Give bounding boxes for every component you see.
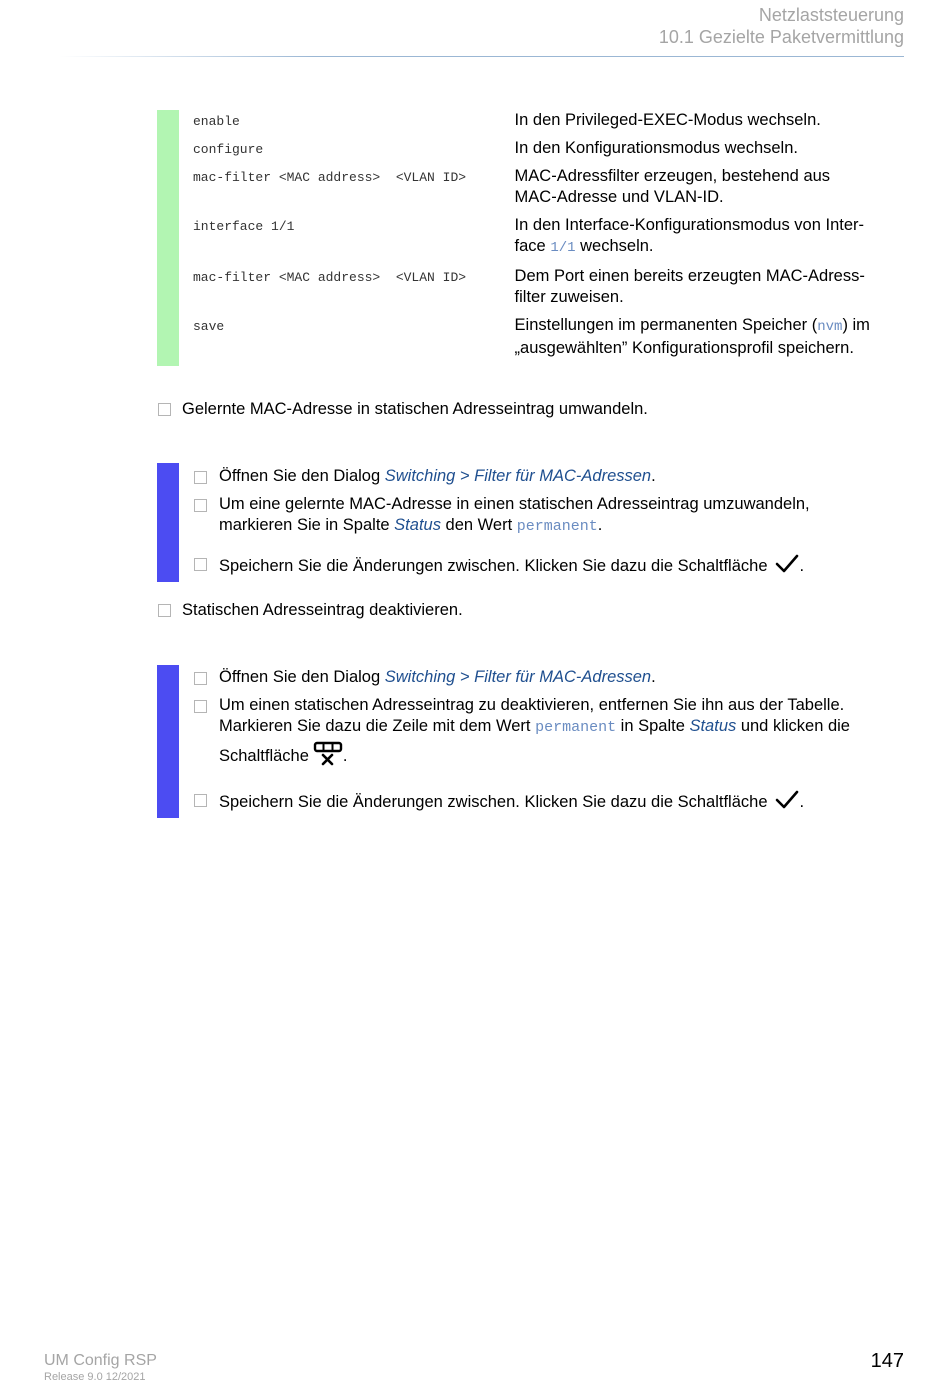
cli-description: In den Privileged-EXEC-Modus wechseln. [514, 111, 821, 129]
nvm-code: nvm [817, 319, 843, 335]
step-text-part: Schaltfläche [219, 747, 309, 765]
cli-description-line: Dem Port einen bereits erzeugten MAC-Adress- [514, 267, 865, 285]
cli-command: enable [193, 114, 240, 129]
cli-description-line: „ausgewählten” Konfigurationsprofil speichern. [514, 339, 854, 357]
interface-code: 1/1 [550, 240, 576, 256]
step-text [219, 667, 894, 688]
section-title: 10.1 Gezielte Paketvermittlung [658, 27, 904, 47]
step-text-part: Speichern Sie die Änderungen zwischen. Klicken Sie dazu die Schaltfläche [219, 557, 768, 575]
status-column-label: Status [394, 516, 441, 534]
checkmark-icon [774, 553, 800, 575]
step-text-part: Öffnen Sie den Dialog [219, 467, 385, 485]
checkbox-icon [194, 558, 207, 571]
checkbox-icon [194, 794, 207, 807]
delete-row-icon [313, 741, 343, 767]
step-text-part: Markieren Sie dazu die Zeile mit dem Wert [219, 717, 536, 735]
step-marker-bar [157, 665, 179, 818]
step-text-part: . [342, 747, 348, 765]
step-text-part: den Wert [440, 516, 517, 534]
checkbox-icon [194, 471, 207, 484]
step-text [219, 466, 894, 487]
cli-description-text: Einstellungen im permanenten Speicher ( [514, 316, 818, 334]
cli-description-text: wechseln. [575, 237, 654, 255]
page-number: 147 [870, 1350, 904, 1372]
dialog-path: Switching > Filter für MAC-Adressen [384, 668, 652, 686]
step-text-part: Um einen statischen Adresseintrag zu deaktivieren, entfernen Sie ihn aus der Tabelle. [219, 696, 845, 714]
task-title: Statischen Adresseintrag deaktivieren. [182, 601, 463, 619]
cli-description: In den Konfigurationsmodus wechseln. [514, 139, 798, 157]
task-heading [158, 398, 648, 420]
cli-row [157, 166, 904, 215]
step-text-part: Um eine gelernte MAC-Adresse in einen statischen Adresseintrag umzuwandeln, [219, 495, 810, 513]
checkbox-icon [158, 604, 171, 617]
step-text-part: . [799, 793, 805, 811]
page-header [659, 4, 904, 48]
step-marker-bar [157, 463, 179, 582]
step-text [219, 553, 894, 577]
step-item [194, 553, 894, 577]
cli-row [157, 215, 904, 266]
checkbox-icon [158, 403, 171, 416]
cli-command: configure [193, 142, 264, 157]
task-heading [158, 599, 463, 621]
step-item [194, 667, 894, 688]
cli-row [157, 266, 904, 315]
step-block [157, 665, 904, 818]
step-text-part: Öffnen Sie den Dialog [219, 668, 385, 686]
document-title: UM Config RSP [44, 1352, 157, 1369]
cli-command: interface 1/1 [193, 219, 295, 234]
cli-description-text: face [514, 237, 551, 255]
page-footer [44, 1352, 157, 1384]
step-item [194, 789, 894, 813]
step-item [194, 494, 894, 537]
step-text [219, 789, 894, 813]
cli-description-line: MAC-Adresse und VLAN-ID. [514, 188, 724, 206]
step-text-part: und klicken die [736, 717, 850, 735]
cli-command-table [157, 110, 904, 366]
cli-description-line: filter zuweisen. [514, 288, 624, 306]
dialog-path: Switching > Filter für MAC-Adressen [384, 467, 652, 485]
chapter-title: Netzlaststeuerung [758, 5, 904, 25]
step-text-part: markieren Sie in Spalte [219, 516, 395, 534]
step-text-part: Speichern Sie die Änderungen zwischen. Klicken Sie dazu die Schaltfläche [219, 793, 768, 811]
step-text-part: . [651, 668, 656, 686]
cli-row [157, 138, 904, 166]
checkbox-icon [194, 499, 207, 512]
checkbox-icon [194, 700, 207, 713]
cli-description [515, 215, 904, 266]
cli-description [515, 266, 904, 315]
cli-description-text: ) im [842, 316, 870, 334]
cli-command: mac-filter <MAC address> <VLAN ID> [193, 170, 467, 185]
cli-row [157, 315, 904, 366]
checkbox-icon [194, 672, 207, 685]
checkmark-icon [774, 789, 800, 811]
cli-command: mac-filter <MAC address> <VLAN ID> [193, 270, 467, 285]
step-text [219, 695, 894, 767]
step-item [194, 695, 894, 767]
permanent-code: permanent [516, 518, 598, 535]
status-column-label: Status [689, 717, 737, 735]
cli-description-line: MAC-Adressfilter erzeugen, bestehend aus [514, 167, 831, 185]
permanent-code: permanent [535, 719, 617, 736]
cli-description [515, 315, 904, 366]
step-text-part: . [799, 557, 805, 575]
step-text-part: . [597, 516, 603, 534]
header-rule [60, 56, 904, 57]
step-text-part: . [651, 467, 656, 485]
cli-description-line: In den Interface-Konfigurationsmodus von Inter- [514, 216, 864, 234]
step-text [219, 494, 894, 537]
cli-command: save [193, 319, 225, 334]
cli-description [515, 166, 904, 215]
task-title: Gelernte MAC-Adresse in statischen Adresseintrag umwandeln. [182, 400, 648, 418]
release-info: Release 9.0 12/2021 [44, 1371, 146, 1383]
step-item [194, 466, 894, 487]
step-text-part: in Spalte [616, 717, 690, 735]
step-block [157, 463, 904, 582]
cli-row [157, 110, 904, 138]
